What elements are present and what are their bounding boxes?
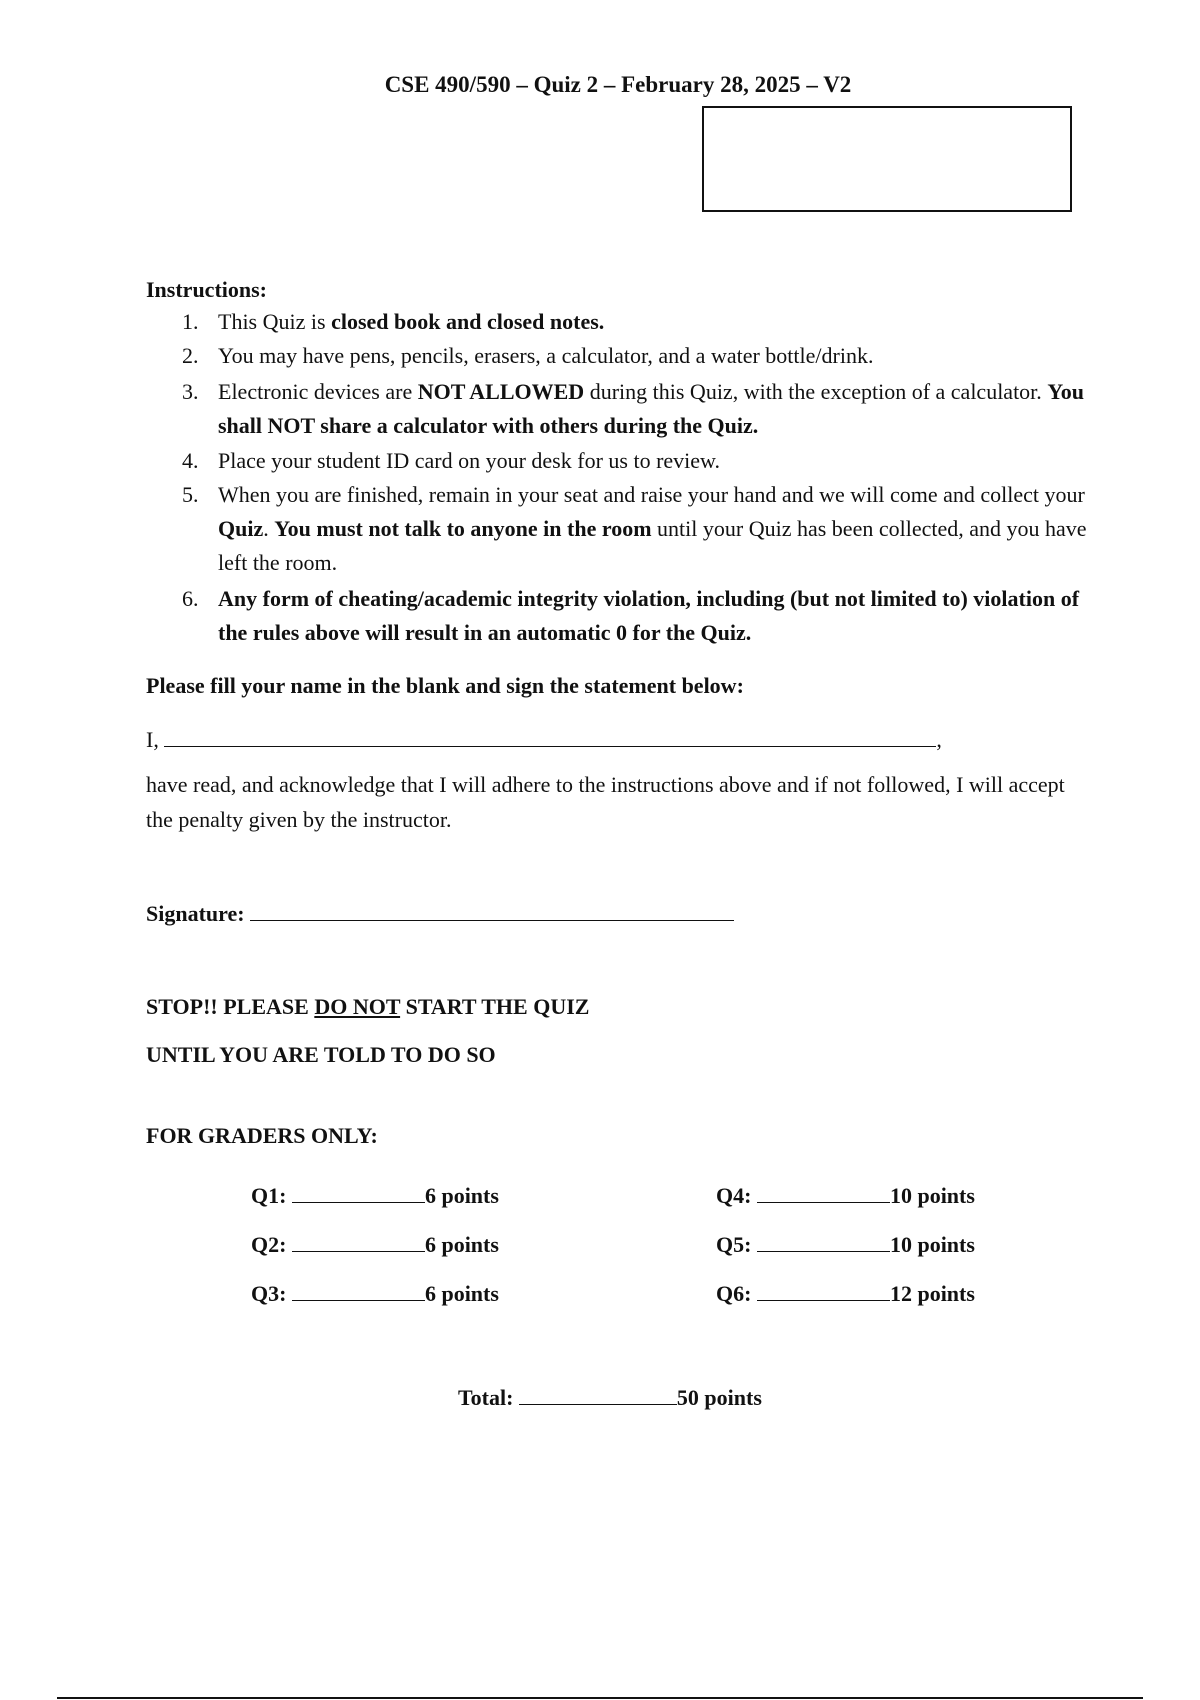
fill-prompt: Please fill your name in the blank and sign the statement below: xyxy=(146,673,744,698)
score-blank[interactable] xyxy=(292,1233,425,1252)
score-blank[interactable] xyxy=(757,1282,890,1301)
stop-warning-line2: UNTIL YOU ARE TOLD TO DO SO xyxy=(146,1042,496,1067)
signature-line: Signature: xyxy=(146,901,734,927)
score-blank[interactable] xyxy=(757,1184,890,1203)
score-box xyxy=(702,106,1072,212)
grade-row-q4: Q4: 10 points xyxy=(716,1183,975,1208)
name-line: I, , xyxy=(146,727,942,752)
grade-row-total: Total: 50 points xyxy=(458,1385,762,1410)
instructions-heading: Instructions: xyxy=(146,277,268,302)
grade-row-q6: Q6: 12 points xyxy=(716,1281,975,1306)
score-blank[interactable] xyxy=(292,1184,425,1203)
score-blank[interactable] xyxy=(292,1282,425,1301)
grade-row-q5: Q5: 10 points xyxy=(716,1232,975,1257)
page-bottom-rule xyxy=(57,1697,1143,1699)
page-title: CSE 490/590 – Quiz 2 – February 28, 2025 – V2 xyxy=(384,72,852,97)
grade-row-q2: Q2: 6 points xyxy=(251,1232,499,1257)
signature-blank[interactable] xyxy=(250,902,734,921)
score-blank[interactable] xyxy=(757,1233,890,1252)
stop-warning-line1: STOP!! PLEASE DO NOT START THE QUIZ xyxy=(146,994,590,1019)
acknowledgement-text: have read, and acknowledge that I will adhere to the instructions above and if not followed, I will accept the penalty given by the instructor. xyxy=(146,772,1065,832)
grade-row-q1: Q1: 6 points xyxy=(251,1183,499,1208)
graders-heading: FOR GRADERS ONLY: xyxy=(146,1123,378,1148)
grade-row-q3: Q3: 6 points xyxy=(251,1281,499,1306)
quiz-cover-page: CSE 490/590 – Quiz 2 – February 28, 2025 – V2 Instructions: 1. This Quiz is closed book and closed notes. 2. You may have pens, pencils, erasers, a calculator, and a water bottle/drink. 3. Electronic devices are NOT ALLOWED during this Quiz, with the exception of a calculator. You shall NOT share a calculator with others during the Quiz. 4. Place your student ID card on your desk for us to review. 5. When you are finished, remain in your seat and raise your hand and we will come and collect your Quiz. You must not talk to anyone in the room until your Quiz has been collected, and you have left the room. 6. Any form of cheating/academic integrity violation, including (but not limited to) violation of the rules above will result in an automatic 0 for the Quiz. Please fill your name in the blank and sign the statement below: I, , have read, and acknowledge that I will adhere to the instructions above and if not followed, I will accept the penalty given by the instructor. Signature: STOP!! PLEASE DO NOT START THE QUIZ UNTIL YOU ARE TOLD TO DO SO FOR GRADERS ONLY: Q1: 6 points Q2: 6 points Q3: 6 points Q4: 10 points Q5: 10 points Q6: 12 points Total: 50 points xyxy=(0,0,1200,1700)
total-blank[interactable] xyxy=(519,1386,677,1405)
name-blank[interactable] xyxy=(164,728,936,747)
